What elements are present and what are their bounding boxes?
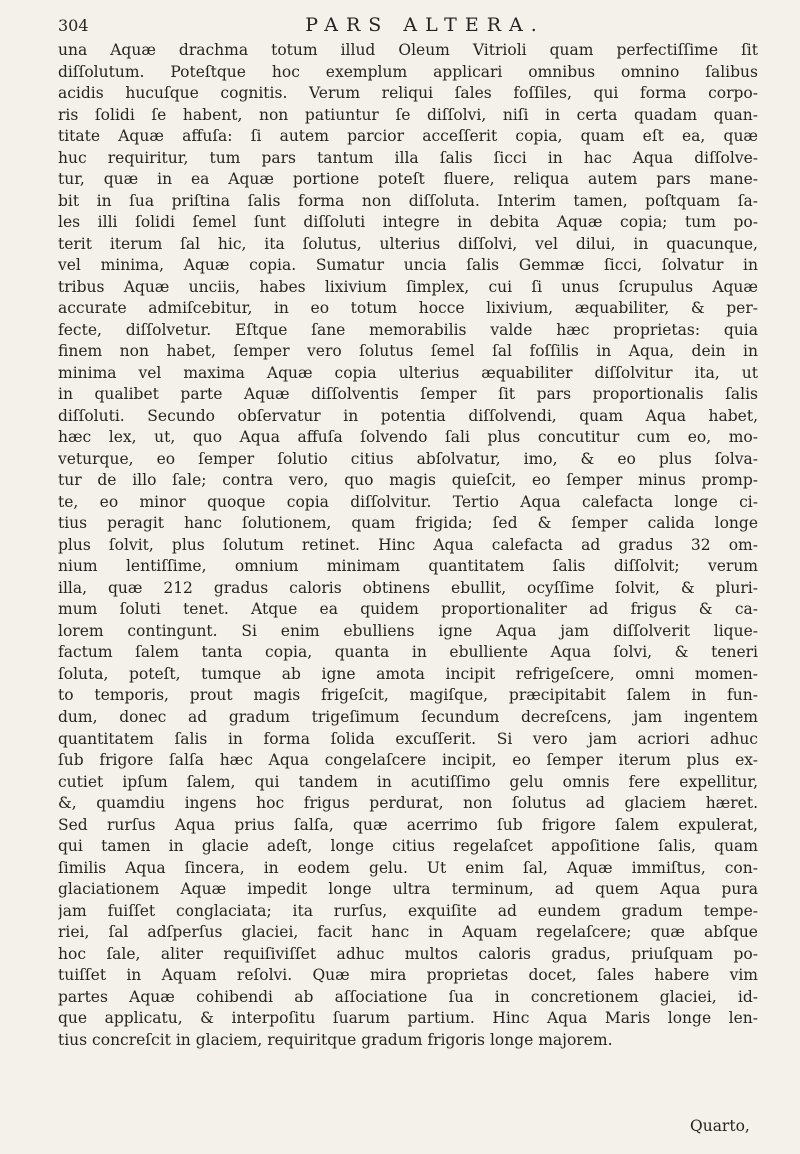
- text-line: cutiet ipſum ſalem, qui tandem in acutiſſimo gelu omnis fere expellitur,: [58, 772, 758, 791]
- text-line: tius peragit hanc ſolutionem, quam frigida; ſed & ſemper calida longe: [58, 514, 758, 533]
- text-line: diſſoluti. Secundo obſervatur in potentia diſſolvendi, quam Aqua habet,: [58, 406, 758, 425]
- text-line: illa, quæ 212 gradus caloris obtinens ebullit, ocyſſime ſolvit, & pluri-: [58, 578, 758, 597]
- text-line: in qualibet parte Aquæ diſſolventis ſemper ſit pars proportionalis ſalis: [58, 385, 758, 404]
- text-line: titate Aquæ affuſa: ſi autem parcior acceſſerit copia, quam eſt ea, quæ: [58, 127, 758, 146]
- running-head: PARS ALTERA.: [305, 14, 545, 36]
- text-line: ſub frigore ſalſa hæc Aqua congelaſcere incipit, eo ſemper iterum plus ex-: [58, 751, 758, 770]
- text-line: ſimilis Aqua ſincera, in eodem gelu. Ut enim ſal, Aquæ immiſtus, con-: [58, 858, 758, 877]
- text-line: una Aquæ drachma totum illud Oleum Vitrioli quam perfectiſſime ſit: [58, 41, 758, 59]
- text-line: te, eo minor quoque copia diſſolvitur. Tertio Aqua calefacta longe ci-: [58, 492, 758, 511]
- text-line: vel minima, Aquæ copia. Sumatur uncia ſalis Gemmæ ſicci, ſolvatur in: [58, 256, 758, 275]
- text-line: nium lentiſſime, omnium minimam quantitatem ſalis diſſolvit; verum: [58, 557, 758, 576]
- text-line: partes Aquæ cohibendi ab aſſociatione ſua in concretionem glaciei, id-: [58, 987, 758, 1006]
- text-line: quantitatem ſalis in forma ſolida excuſſerit. Si vero jam acriori adhuc: [58, 729, 758, 748]
- text-line: accurate admiſcebitur, in eo totum hocce lixivium, æquabiliter, & per-: [58, 299, 758, 318]
- text-line: hoc ſale, aliter requiſiviſſet adhuc multos caloris gradus, priuſquam po-: [58, 944, 758, 963]
- text-line: finem non habet, ſemper vero ſolutus ſemel ſal foſſilis in Aqua, dein in: [58, 342, 758, 361]
- text-line: bit in ſua priſtina ſalis forma non diſſoluta. Interim tamen, poſtquam ſa-: [58, 191, 758, 210]
- text-line: huc requiritur, tum pars tantum illa ſalis ſicci in hac Aqua diſſolve-: [58, 148, 758, 167]
- text-line: riei, ſal adſperſus glaciei, facit hanc in Aquam regelaſcere; quæ abſque: [58, 923, 758, 942]
- text-line: tribus Aquæ unciis, habes lixivium ſimplex, cui ſi unus ſcrupulus Aquæ: [58, 277, 758, 296]
- text-line: ſoluta, poteſt, tumque ab igne amota incipit refrigeſcere, omni momen-: [58, 664, 758, 683]
- text-line: qui tamen in glacie adeſt, longe citius regelaſcet appoſitione ſalis, quam: [58, 837, 758, 856]
- text-line: fecte, diſſolvetur. Eſtque ſane memorabilis valde hæc proprietas: quia: [58, 320, 758, 339]
- text-line: que applicatu, & interpoſitu ſuarum partium. Hinc Aqua Maris longe len-: [58, 1009, 758, 1028]
- text-line: veturque, eo ſemper ſolutio citius abſolvatur, imo, & eo plus ſolva-: [58, 449, 758, 468]
- page-header: [58, 16, 752, 38]
- text-line: tur de illo ſale; contra vero, quo magis quieſcit, eo ſemper minus promp-: [58, 471, 758, 490]
- text-line: plus ſolvit, plus ſolutum retinet. Hinc Aqua calefacta ad gradus 32 om-: [58, 535, 758, 554]
- text-line: jam fuiſſet conglaciata; ita rurſus, exquiſite ad eundem gradum tempe-: [58, 901, 758, 920]
- text-line: acidis hucuſque cognitis. Verum reliqui ſales foſſiles, qui forma corpo-: [58, 84, 758, 103]
- text-line: les illi ſolidi ſemel ſunt diſſoluti integre in debita Aquæ copia; tum po-: [58, 213, 758, 232]
- text-line: to temporis, prout magis frigeſcit, magiſque, præcipitabit ſalem in fun-: [58, 686, 758, 705]
- text-line: lorem contingunt. Si enim ebulliens igne Aqua jam diſſolverit lique-: [58, 621, 758, 640]
- catchword: Quarto,: [690, 1117, 750, 1135]
- text-line: ris ſolidi ſe habent, non patiuntur ſe diſſolvi, niſi in certa quadam quan-: [58, 105, 758, 124]
- text-line: factum ſalem tanta copia, quanta in ebulliente Aqua ſolvi, & teneri: [58, 643, 758, 662]
- text-line: dum, donec ad gradum trigeſimum ſecundum decreſcens, jam ingentem: [58, 707, 758, 726]
- text-line: hæc lex, ut, quo Aqua affuſa ſolvendo ſali plus concutitur cum eo, mo-: [58, 428, 758, 447]
- text-line: tuiſſet in Aquam reſolvi. Quæ mira proprietas docet, ſales habere vim: [58, 966, 758, 985]
- text-line: mum ſoluti tenet. Atque ea quidem proportionaliter ad frigus & ca-: [58, 600, 758, 619]
- text-line: diſſolutum. Poteſtque hoc exemplum applicari omnibus omnino ſalibus: [58, 62, 758, 81]
- text-line: Sed rurſus Aqua prius ſalſa, quæ acerrimo ſub frigore ſalem expulerat,: [58, 815, 758, 834]
- page-number: 304: [58, 16, 89, 35]
- text-line: terit iterum ſal hic, ita ſolutus, ulterius diſſolvi, vel dilui, in quacunque,: [58, 234, 758, 253]
- text-line: tur, quæ in ea Aquæ portione poteſt fluere, reliqua autem pars mane-: [58, 170, 758, 189]
- text-line: minima vel maxima Aquæ copia ulterius æquabiliter diſſolvitur ita, ut: [58, 363, 758, 382]
- text-line: glaciationem Aquæ impedit longe ultra terminum, ad quem Aqua pura: [58, 880, 758, 899]
- text-line: &, quamdiu ingens hoc frigus perdurat, non ſolutus ad glaciem hæret.: [58, 794, 758, 813]
- text-line: tius concreſcit in glaciem, requiritque gradum frigoris longe majorem.: [58, 1030, 613, 1049]
- body-text: [58, 40, 758, 1051]
